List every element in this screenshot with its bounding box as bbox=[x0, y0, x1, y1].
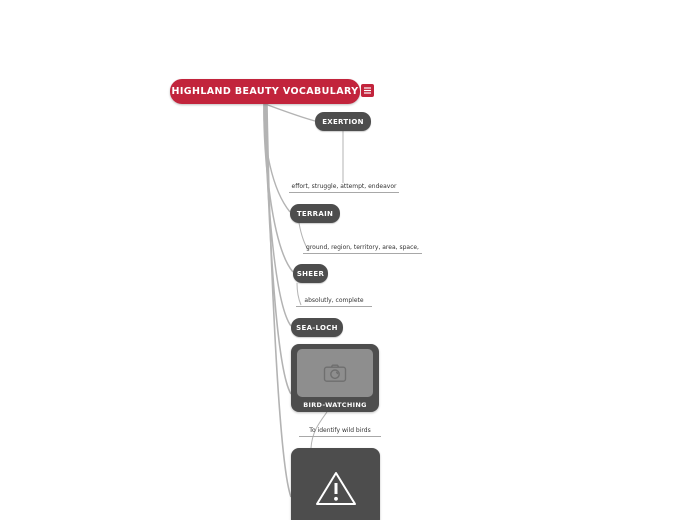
image-placeholder bbox=[297, 349, 373, 397]
topic-node-sea-loch[interactable] bbox=[291, 318, 343, 337]
note-text: absolutly, complete bbox=[304, 297, 364, 304]
topic-label: BIRD-WATCHING bbox=[303, 400, 367, 409]
connector-root-warning bbox=[267, 104, 291, 497]
topic-label: SEA-LOCH bbox=[296, 323, 338, 332]
connector-root-exertion bbox=[265, 104, 315, 121]
root-node[interactable] bbox=[170, 79, 360, 104]
note-text: To identify wild birds bbox=[309, 427, 371, 434]
note-node-bird-watching[interactable] bbox=[299, 427, 381, 437]
note-text: effort, struggle, attempt, endeavor bbox=[291, 183, 397, 190]
topic-node-sheer[interactable] bbox=[293, 264, 328, 283]
topic-node-terrain[interactable] bbox=[290, 204, 340, 223]
notes-menu-button[interactable] bbox=[361, 84, 374, 97]
note-node-exertion[interactable] bbox=[289, 183, 399, 193]
connector-root-birdwatching bbox=[266, 104, 291, 394]
topic-label: SHEER bbox=[296, 269, 325, 278]
note-text: ground, region, territory, area, space, bbox=[306, 244, 419, 251]
root-node-label: HIGHLAND BEAUTY VOCABULARY bbox=[171, 86, 359, 97]
topic-label: TERRAIN bbox=[296, 209, 334, 218]
topic-node-bird-watching[interactable] bbox=[291, 344, 379, 412]
warning-icon bbox=[314, 468, 358, 508]
topic-label: EXERTION bbox=[322, 117, 364, 126]
topic-node-missing-image[interactable] bbox=[291, 448, 380, 520]
list-icon bbox=[363, 86, 372, 95]
note-node-sheer[interactable] bbox=[296, 297, 372, 307]
note-node-terrain[interactable] bbox=[303, 244, 422, 254]
topic-node-exertion[interactable] bbox=[315, 112, 371, 131]
camera-icon bbox=[323, 363, 347, 383]
